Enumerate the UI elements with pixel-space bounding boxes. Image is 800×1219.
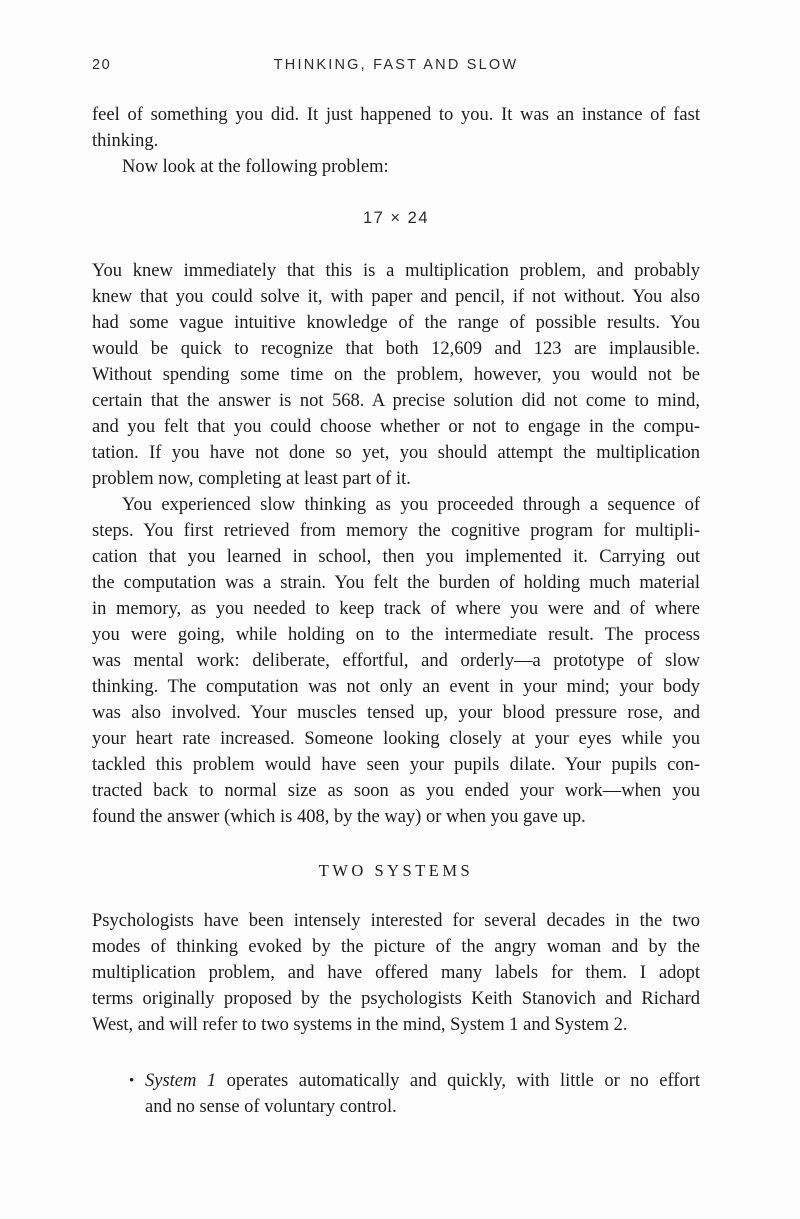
text-line: certain that the answer is not 568. A precise solution did not come to mind,: [92, 391, 700, 411]
text-line: modes of thinking evoked by the picture of the angry woman and by the: [92, 937, 700, 957]
page-number: 20: [92, 57, 112, 73]
text-line: thinking. The computation was not only an event in your mind; your body: [92, 677, 700, 697]
text-line: tackled this problem would have seen your pupils dilate. Your pupils con-: [92, 755, 700, 775]
text-line: the computation was a strain. You felt the burden of holding much material: [92, 573, 700, 593]
text-line: had some vague intuitive knowledge of the range of possible results. You: [92, 313, 700, 333]
math-expression: 17 × 24: [362, 209, 429, 227]
running-title: THINKING, FAST AND SLOW: [273, 57, 519, 73]
text-line: problem now, completing at least part of it.: [92, 469, 411, 489]
text-line: Now look at the following problem:: [122, 157, 389, 177]
text-line: You experienced slow thinking as you proceeded through a sequence of: [122, 495, 700, 515]
text-line: knew that you could solve it, with paper and pencil, if not without. You also: [92, 287, 700, 307]
text-line: found the answer (which is 408, by the way) or when you gave up.: [92, 807, 586, 827]
text-line: and you felt that you could choose whether or not to engage in the compu-: [92, 417, 700, 437]
bullet-item: [92, 1068, 700, 1120]
section-heading: TWO SYSTEMS: [318, 861, 474, 880]
text-line: and no sense of voluntary control.: [145, 1097, 397, 1117]
text-line: West, and will refer to two systems in the mind, System 1 and System 2.: [92, 1015, 628, 1035]
text-line: would be quick to recognize that both 12,609 and 123 are implausible.: [92, 339, 700, 359]
text-line: steps. You first retrieved from memory the cognitive program for multipli-: [92, 521, 700, 541]
text-line: multiplication problem, and have offered many labels for them. I adopt: [92, 963, 700, 983]
paragraph: [92, 258, 700, 492]
text-line: Psychologists have been intensely interested for several decades in the two: [92, 911, 700, 931]
text-line: in memory, as you needed to keep track of where you were and of where: [92, 599, 700, 619]
text-line: tracted back to normal size as soon as you ended your work—when you: [92, 781, 700, 801]
text-line: cation that you learned in school, then you implemented it. Carrying out: [92, 547, 700, 567]
paragraph: [92, 154, 700, 180]
paragraph: [92, 908, 700, 1038]
text-line: System 1 operates automatically and quickly, with little or no effort: [145, 1071, 700, 1091]
text-line: terms originally proposed by the psychologists Keith Stanovich and Richard: [92, 989, 700, 1009]
text-line: You knew immediately that this is a multiplication problem, and probably: [92, 261, 700, 281]
text-line: you were going, while holding on to the intermediate result. The process: [92, 625, 700, 645]
paragraph: [92, 492, 700, 830]
text-line: tation. If you have not done so yet, you should attempt the multiplication: [92, 443, 700, 463]
book-page: [0, 57, 800, 1219]
bullet-icon: •: [129, 1073, 135, 1089]
page-header: [92, 57, 700, 76]
page-body: [92, 102, 700, 1120]
text-line: thinking.: [92, 131, 159, 151]
text-line: Without spending some time on the problem, however, you would not be: [92, 365, 700, 385]
paragraph: [92, 102, 700, 154]
text-line: was also involved. Your muscles tensed up, your blood pressure rose, and: [92, 703, 700, 723]
text-line: feel of something you did. It just happened to you. It was an instance of fast: [92, 105, 700, 125]
text-line: your heart rate increased. Someone looking closely at your eyes while you: [92, 729, 700, 749]
text-line: was mental work: deliberate, effortful, and orderly—a prototype of slow: [92, 651, 700, 671]
